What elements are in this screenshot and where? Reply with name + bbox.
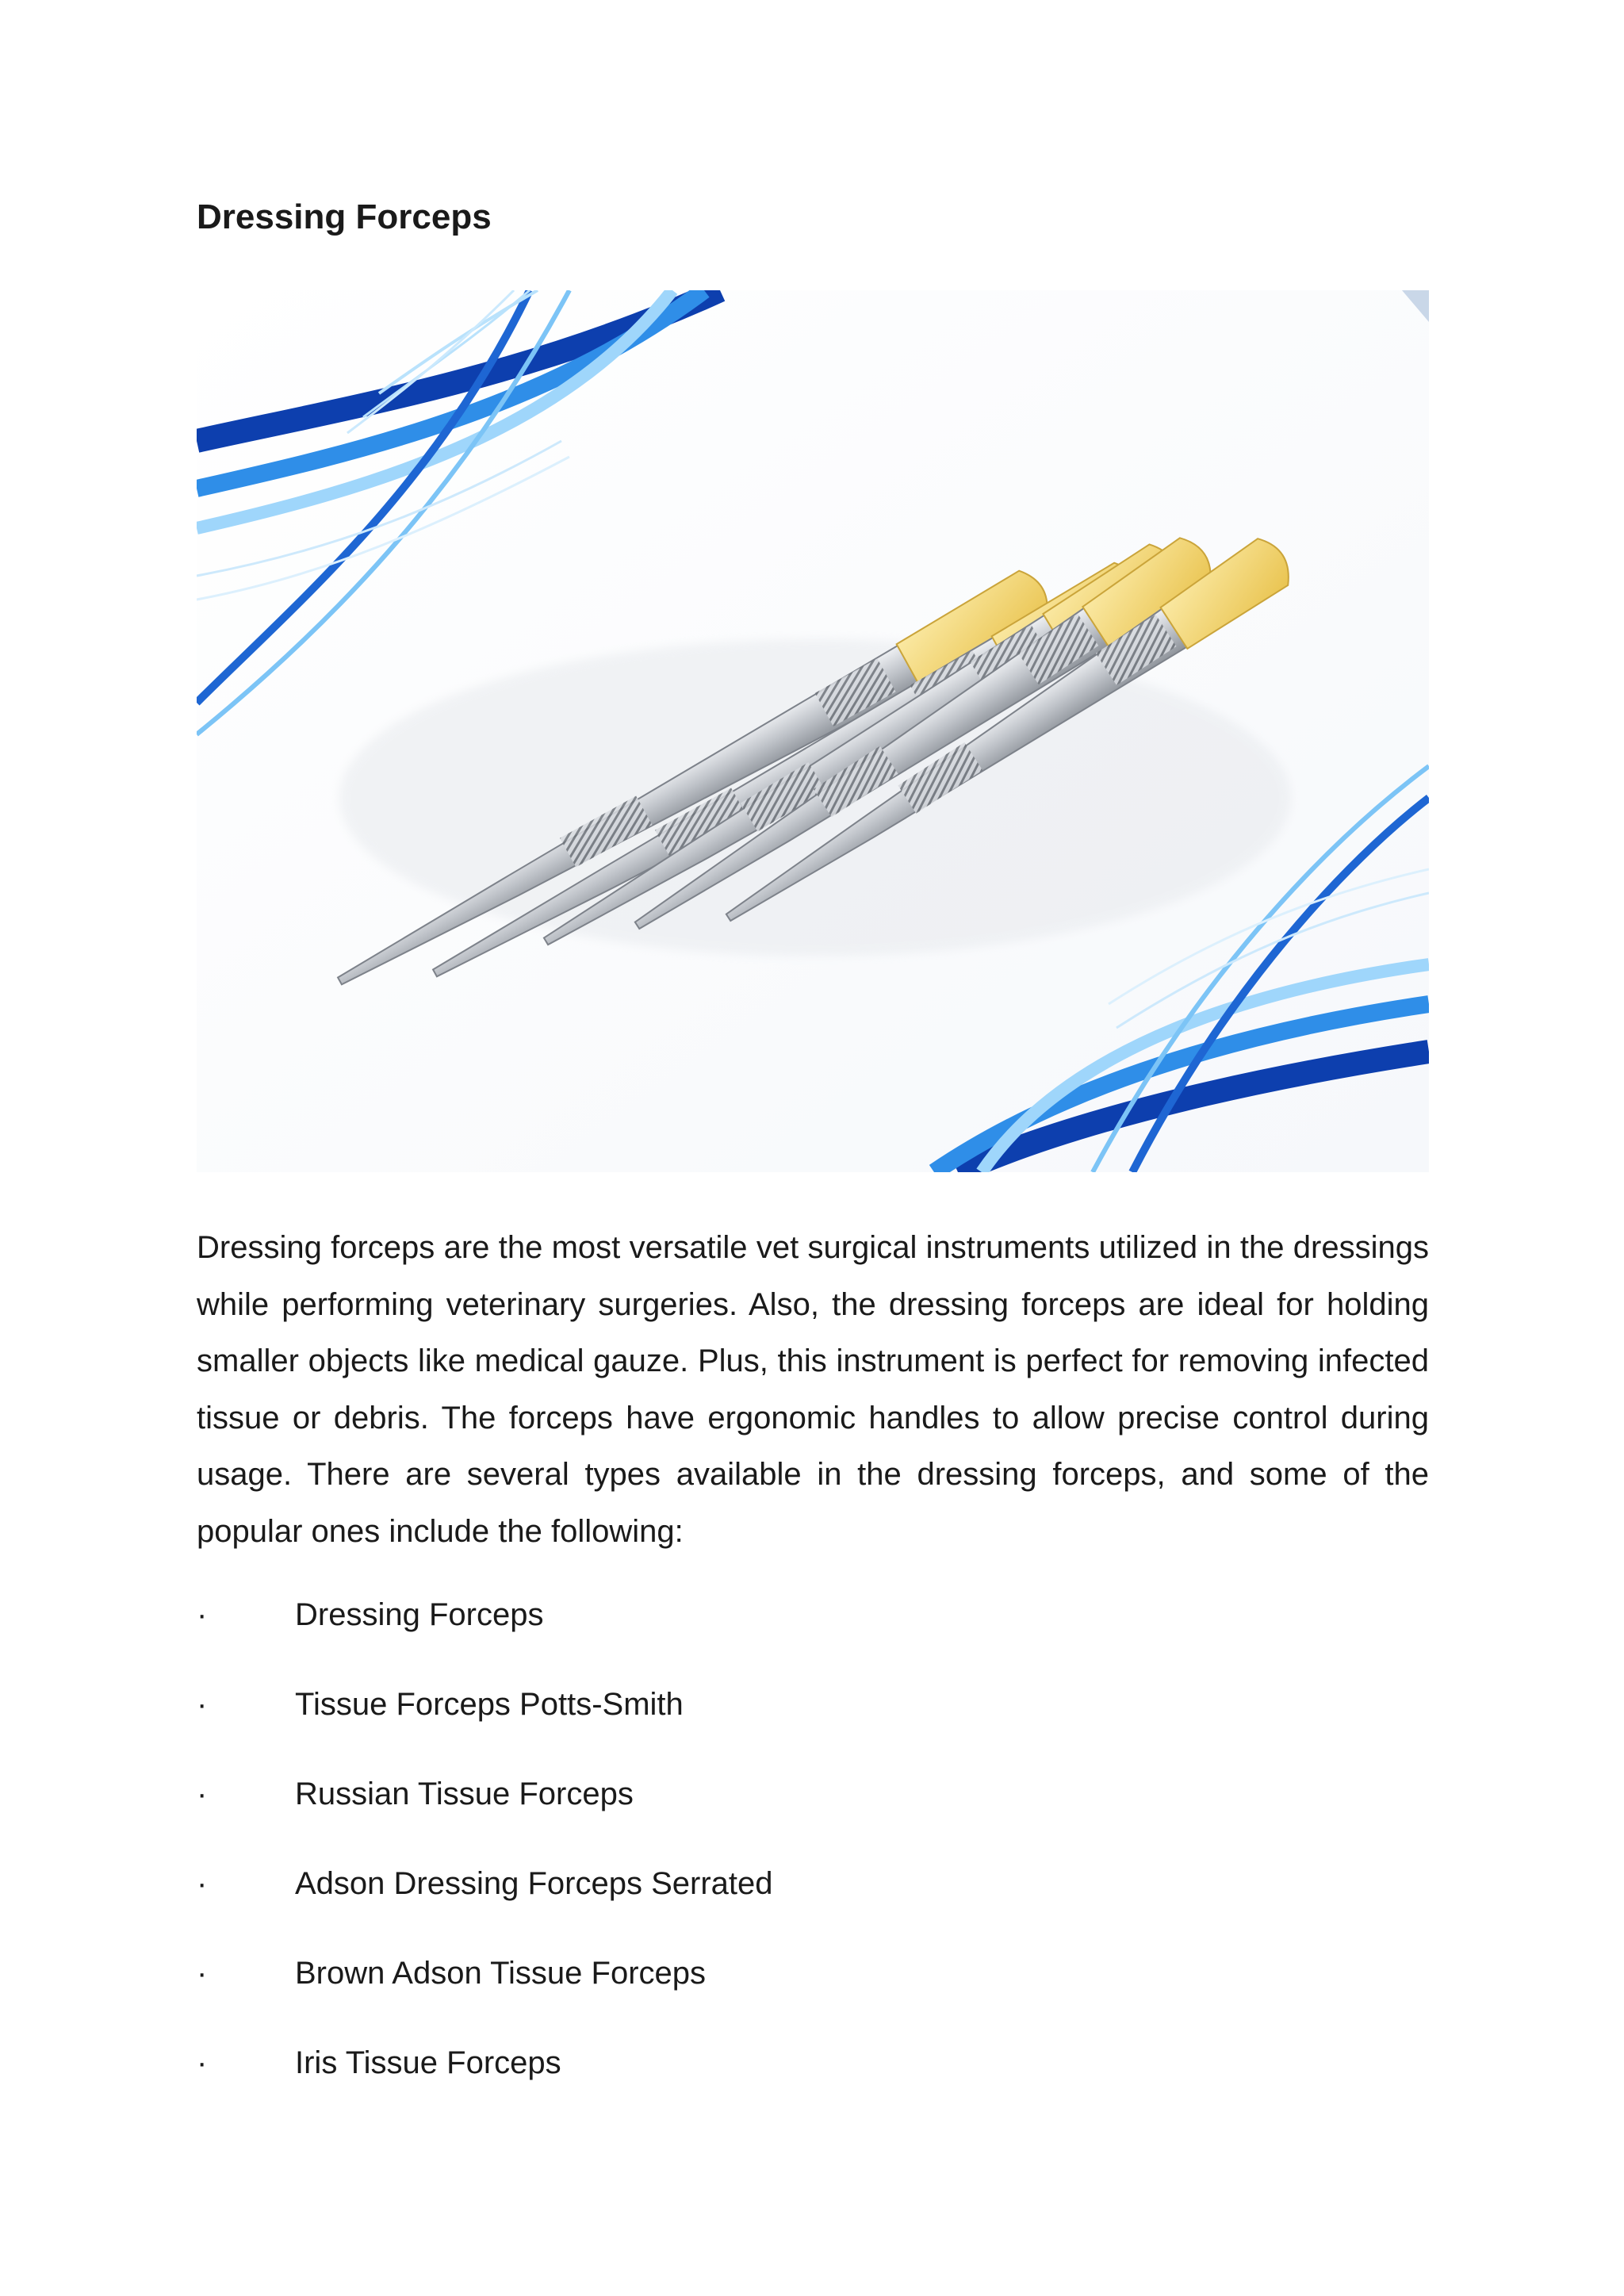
list-item bbox=[197, 2033, 1429, 2122]
list-item-label: Russian Tissue Forceps bbox=[295, 1777, 634, 1811]
list-item-label: Dressing Forceps bbox=[295, 1597, 544, 1632]
bullet-marker: · bbox=[197, 1597, 208, 1632]
bullet-marker: · bbox=[197, 1777, 208, 1811]
intro-paragraph: Dressing forceps are the most versatile vet surgical instruments utilized in the dressings while performing veterinary surgeries. Also, the dressing forceps are ideal for holding smaller objects like medical gauze. Plus, this instrument is perfect for removing infected tissue or debris. The forceps have ergonomic handles to allow precise control during usage. There are several types available in the dressing forceps, and some of the popular ones include the following: bbox=[197, 1230, 1429, 1549]
list-item bbox=[197, 1764, 1429, 1853]
list-item bbox=[197, 1585, 1429, 1674]
list-item bbox=[197, 1943, 1429, 2033]
bullet-marker: · bbox=[197, 1687, 208, 1722]
forceps-photo bbox=[197, 290, 1429, 1172]
list-item-label: Brown Adson Tissue Forceps bbox=[295, 1956, 707, 1991]
list-item bbox=[197, 1674, 1429, 1764]
bullet-marker: · bbox=[197, 2045, 208, 2080]
page-title: Dressing Forceps bbox=[197, 197, 492, 236]
list-item-label: Tissue Forceps Potts-Smith bbox=[295, 1687, 684, 1722]
list-item-label: Iris Tissue Forceps bbox=[295, 2045, 561, 2080]
bullet-marker: · bbox=[197, 1866, 208, 1901]
list-item-label: Adson Dressing Forceps Serrated bbox=[295, 1866, 773, 1901]
list-item bbox=[197, 1853, 1429, 1943]
forceps-types-list bbox=[197, 1585, 1429, 2122]
bullet-marker: · bbox=[197, 1956, 208, 1991]
